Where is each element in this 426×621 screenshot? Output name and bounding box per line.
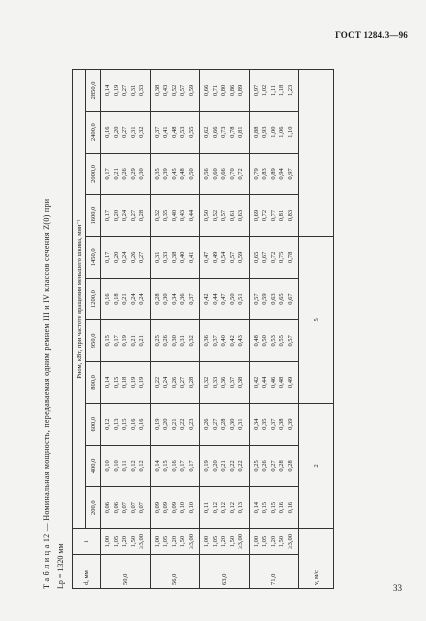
diameter-cell: 56,0 <box>150 555 200 589</box>
power-cell: 0,15 0,17 0,19 0,21 0,21 <box>101 320 151 362</box>
power-cell: 0,37 0,41 0,48 0,53 0,55 <box>150 111 200 153</box>
power-cell: 0,34 0,35 0,37 0,38 0,39 <box>249 403 299 445</box>
header-i: i <box>73 529 101 555</box>
power-cell: 0,25 0,26 0,30 0,31 0,32 <box>150 320 200 362</box>
diameter-cell: 71,0 <box>249 555 299 589</box>
ratio-cell: 1,00 1,05 1,20 1,50 ≥3,00 <box>200 529 250 555</box>
speed-header: 2850,0 <box>86 70 101 112</box>
power-cell: 0,35 0,39 0,45 0,48 0,50 <box>150 153 200 195</box>
power-cell: 0,36 0,37 0,40 0,42 0,43 <box>200 320 250 362</box>
diameter-cell: 63,0 <box>200 555 250 589</box>
speed-header: 400,0 <box>86 445 101 487</box>
power-cell: 0,69 0,72 0,77 0,81 0,83 <box>249 195 299 237</box>
caption-line-2: Lp = 1320 мм <box>56 543 65 589</box>
power-cell: 0,11 0,12 0,12 0,12 0,13 <box>200 487 250 529</box>
caption-line-1: Т а б л и ц а 12 — Номинальная мощность, передаваемая одним ремнем III и IV классов сечения Z(0) при <box>42 198 51 589</box>
power-cell: 0,19 0,20 0,21 0,22 0,22 <box>200 445 250 487</box>
power-cell: 0,56 0,60 0,66 0,70 0,72 <box>200 153 250 195</box>
power-cell: 0,50 0,52 0,57 0,61 0,63 <box>200 195 250 237</box>
ratio-cell: 1,00 1,05 1,20 1,50 ≥3,00 <box>150 529 200 555</box>
speed-header: 1450,0 <box>86 236 101 278</box>
power-cell: 0,38 0,43 0,52 0,57 0,59 <box>150 70 200 112</box>
speed-header: 2400,0 <box>86 111 101 153</box>
power-cell: 0,42 0,44 0,47 0,50 0,51 <box>200 278 250 320</box>
power-cell: 0,09 0,09 0,09 0,10 0,10 <box>150 487 200 529</box>
ratio-cell: 1,00 1,05 1,20 1,50 ≥3,00 <box>249 529 299 555</box>
speed-header: 600,0 <box>86 403 101 445</box>
power-cell: 0,66 0,71 0,80 0,86 0,89 <box>200 70 250 112</box>
footer-v-empty <box>299 70 334 237</box>
power-table <box>72 69 334 589</box>
speed-header: 800,0 <box>86 362 101 404</box>
power-cell: 0,32 0,33 0,36 0,37 0,38 <box>200 362 250 404</box>
power-cell: 0,88 0,93 1,00 1,06 1,10 <box>249 111 299 153</box>
power-cell: 0,16 0,20 0,27 0,31 0,32 <box>101 111 151 153</box>
speed-header: 2000,0 <box>86 153 101 195</box>
rotated-table-area <box>42 69 382 589</box>
header-d: d, мм <box>73 555 101 589</box>
footer-v2: 2 <box>299 403 334 528</box>
speed-header: 1200,0 <box>86 278 101 320</box>
table-row <box>101 70 151 589</box>
power-cell: 0,26 0,27 0,28 0,30 0,31 <box>200 403 250 445</box>
power-cell: 0,25 0,26 0,27 0,28 0,28 <box>249 445 299 487</box>
power-cell: 0,17 0,20 0,24 0,26 0,27 <box>101 236 151 278</box>
diameter-cell: 50,0 <box>101 555 151 589</box>
power-cell: 0,28 0,30 0,34 0,36 0,37 <box>150 278 200 320</box>
power-cell: 0,42 0,44 0,46 0,48 0,49 <box>249 362 299 404</box>
footer-v5: 5 <box>299 236 334 403</box>
page-number: 33 <box>393 583 402 593</box>
power-cell: 0,10 0,10 0,11 0,12 0,12 <box>101 445 151 487</box>
power-cell: 0,19 0,20 0,21 0,22 0,23 <box>150 403 200 445</box>
power-cell: 0,57 0,59 0,63 0,65 0,67 <box>249 278 299 320</box>
table-caption <box>42 69 66 589</box>
speed-header: 950,0 <box>86 320 101 362</box>
header-group: Pном, кВт, при частоте вращения меньшего шкива, мин⁻¹ <box>73 70 86 529</box>
table-row <box>200 70 250 589</box>
speed-header: 1600,0 <box>86 195 101 237</box>
power-cell: 0,48 0,50 0,53 0,55 0,57 <box>249 320 299 362</box>
power-cell: 0,97 1,02 1,11 1,18 1,23 <box>249 70 299 112</box>
power-cell: 0,22 0,24 0,26 0,27 0,28 <box>150 362 200 404</box>
power-cell: 0,12 0,13 0,15 0,16 0,16 <box>101 403 151 445</box>
ratio-cell: 1,00 1,05 1,20 1,50 ≥3,00 <box>101 529 151 555</box>
power-cell: 0,31 0,33 0,38 0,40 0,41 <box>150 236 200 278</box>
power-cell: 0,65 0,67 0,72 0,75 0,78 <box>249 236 299 278</box>
power-cell: 0,79 0,83 0,89 0,94 0,97 <box>249 153 299 195</box>
table-row <box>249 70 299 589</box>
power-cell: 0,17 0,21 0,26 0,29 0,30 <box>101 153 151 195</box>
power-cell: 0,14 0,15 0,15 0,16 0,16 <box>249 487 299 529</box>
footer-v-label: v, м/с <box>299 529 334 589</box>
power-cell: 0,47 0,49 0,54 0,57 0,59 <box>200 236 250 278</box>
power-cell: 0,14 0,19 0,27 0,31 0,33 <box>101 70 151 112</box>
power-cell: 0,16 0,18 0,21 0,24 0,24 <box>101 278 151 320</box>
gost-header: ГОСТ 1284.3—96 <box>335 30 408 40</box>
power-cell: 0,06 0,06 0,07 0,07 0,07 <box>101 487 151 529</box>
power-cell: 0,32 0,35 0,40 0,43 0,44 <box>150 195 200 237</box>
power-cell: 0,17 0,20 0,24 0,27 0,28 <box>101 195 151 237</box>
power-cell: 0,14 0,15 0,18 0,19 0,19 <box>101 362 151 404</box>
speed-header: 200,0 <box>86 487 101 529</box>
table-row <box>150 70 200 589</box>
power-cell: 0,62 0,66 0,73 0,78 0,81 <box>200 111 250 153</box>
power-cell: 0,14 0,15 0,16 0,17 0,17 <box>150 445 200 487</box>
